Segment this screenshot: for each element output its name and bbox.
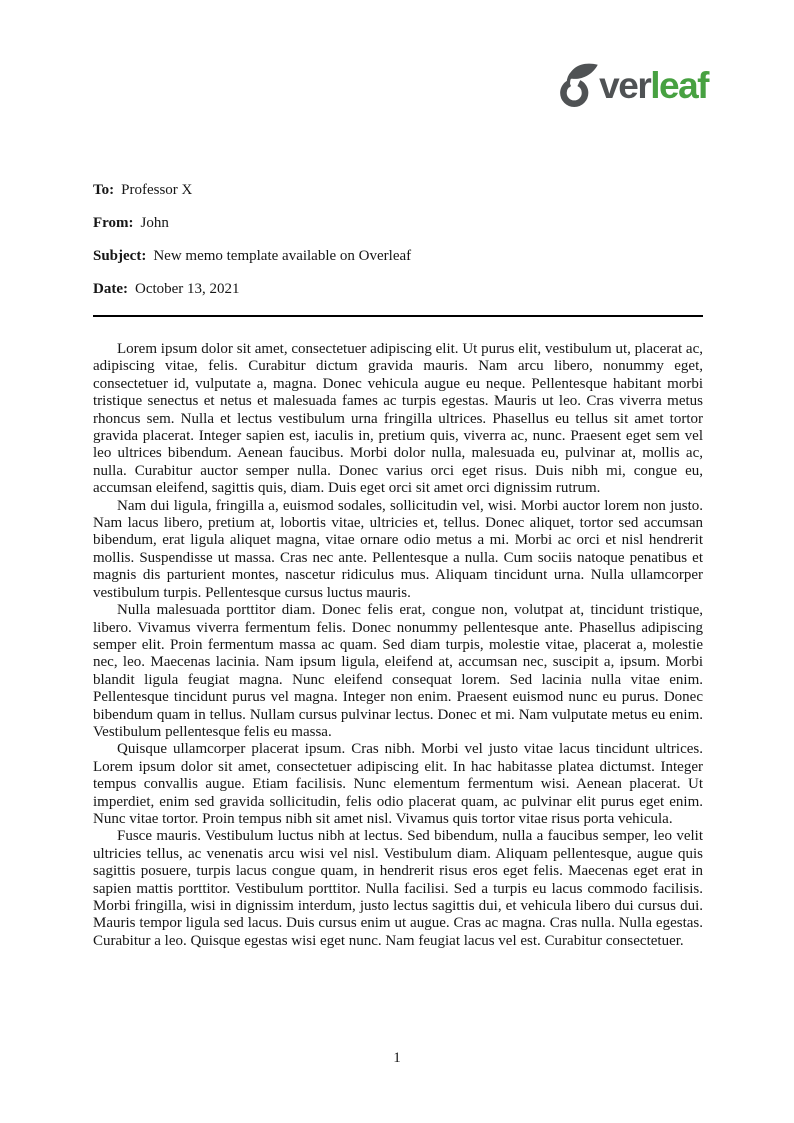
overleaf-leaf-icon xyxy=(554,60,602,107)
field-label-from: From: xyxy=(93,215,134,231)
paragraph-1: Lorem ipsum dolor sit amet, consectetuer adipiscing elit. Ut purus elit, vestibulum ut, placerat ac, adipiscing vitae, felis. Curabitur dictum gravida mauris. Nam arcu libero, nonummy eget, consectetuer id, vulputate a, magna. Donec vehicula augue eu neque. Pellentesque habitant morbi tristique senectus et netus et malesuada fames ac turpis egestas. Mauris ut leo. Cras viverra metus rhoncus sem. Nulla et lectus vestibulum urna fringilla ultrices. Phasellus eu tellus sit amet tortor gravida placerat. Integer sapien est, iaculis in, pretium quis, viverra ac, nunc. Praesent eget sem vel leo ultrices bibendum. Aenean faucibus. Morbi dolor nulla, malesuada eu, pulvinar at, mollis ac, nulla. Curabitur auctor semper nulla. Donec varius orci eget risus. Duis nibh mi, congue eu, accumsan eleifend, sagittis quis, diam. Duis eget orci sit amet orci dignissim rutrum. xyxy=(93,341,703,497)
memo-field-subject xyxy=(93,247,706,266)
field-value-date: October 13, 2021 xyxy=(134,281,240,297)
paragraph-5: Fusce mauris. Vestibulum luctus nibh at lectus. Sed bibendum, nulla a faucibus semper, leo velit ultricies tellus, ac venenatis arcu wisi vel nisl. Vestibulum diam. Aliquam pellentesque, augue quis sagittis posuere, turpis lacus congue quam, in hendrerit risus eros eget felis. Maecenas eget erat in sapien mattis porttitor. Vestibulum porttitor. Nulla facilisi. Sed a turpis eu lacus commodo facilisis. Morbi fringilla, wisi in dignissim interdum, justo lectus sagittis dui, et vehicula libero dui cursus dui. Mauris tempor ligula sed lacus. Duis cursus enim ut augue. Cras ac magna. Cras nulla. Nulla egestas. Curabitur a leo. Quisque egestas wisi eget nunc. Nam feugiat lacus vel est. Curabitur consectetuer. xyxy=(93,828,703,949)
field-value-subject: New memo template available on Overleaf xyxy=(153,248,412,264)
field-label-date: Date: xyxy=(93,281,128,297)
memo-header-fields xyxy=(93,181,706,313)
memo-field-to xyxy=(93,181,706,200)
logo-wordmark xyxy=(599,67,708,104)
paragraph-4: Quisque ullamcorper placerat ipsum. Cras nibh. Morbi vel justo vitae lacus tincidunt ultrices. Lorem ipsum dolor sit amet, consectetuer adipiscing elit. In hac habitasse platea dictumst. Integer tempus convallis augue. Etiam facilisis. Nunc elementum fermentum wisi. Aenean placerat. Ut imperdiet, enim sed gravida sollicitudin, felis odio placerat quam, ac pulvinar elit purus eget enim. Nunc vitae tortor. Proin tempus nibh sit amet nisl. Vivamus quis tortor vitae risus porta vehicula. xyxy=(93,741,703,827)
overleaf-logo xyxy=(554,60,708,104)
logo-text-green: leaf xyxy=(650,65,708,106)
paragraph-2: Nam dui ligula, fringilla a, euismod sodales, sollicitudin vel, wisi. Morbi auctor lorem non justo. Nam lacus libero, pretium at, lobortis vitae, ultricies et, tellus. Donec aliquet, tortor sed accumsan bibendum, erat ligula aliquet magna, vitae ornare odio metus a mi. Morbi ac orci et nisl hendrerit mollis. Suspendisse ut massa. Cras nec ante. Pellentesque a nulla. Cum sociis natoque penatibus et magnis dis parturient montes, nascetur ridiculus mus. Aliquam tincidunt urna. Nulla ullamcorper vestibulum turpis. Pellentesque cursus luctus mauris. xyxy=(93,497,703,601)
field-value-from: John xyxy=(140,215,169,231)
memo-body xyxy=(93,341,703,950)
paragraph-3: Nulla malesuada porttitor diam. Donec felis erat, congue non, volutpat at, tincidunt tristique, libero. Vivamus viverra fermentum felis. Donec nonummy pellentesque ante. Phasellus adipiscing semper elit. Proin fermentum massa ac quam. Sed diam turpis, molestie vitae, placerat a, molestie nec, leo. Maecenas lacinia. Nam ipsum ligula, eleifend at, accumsan nec, suscipit a, ipsum. Morbi blandit ligula feugiat magna. Nunc eleifend consequat lorem. Sed lacinia nulla vitae enim. Pellentesque tincidunt purus vel magna. Integer non enim. Praesent euismod nunc eu purus. Donec bibendum quam in tellus. Nullam cursus pulvinar lectus. Donec et mi. Nam vulputate metus eu enim. Vestibulum pellentesque felis eu massa. xyxy=(93,602,703,740)
memo-field-from xyxy=(93,214,706,233)
field-value-to: Professor X xyxy=(121,182,193,198)
field-label-subject: Subject: xyxy=(93,248,147,264)
page-number: 1 xyxy=(393,1050,401,1066)
logo-text-gray: ver xyxy=(599,65,651,106)
divider-rule xyxy=(93,315,703,317)
field-label-to: To: xyxy=(93,182,115,198)
memo-field-date xyxy=(93,280,706,299)
